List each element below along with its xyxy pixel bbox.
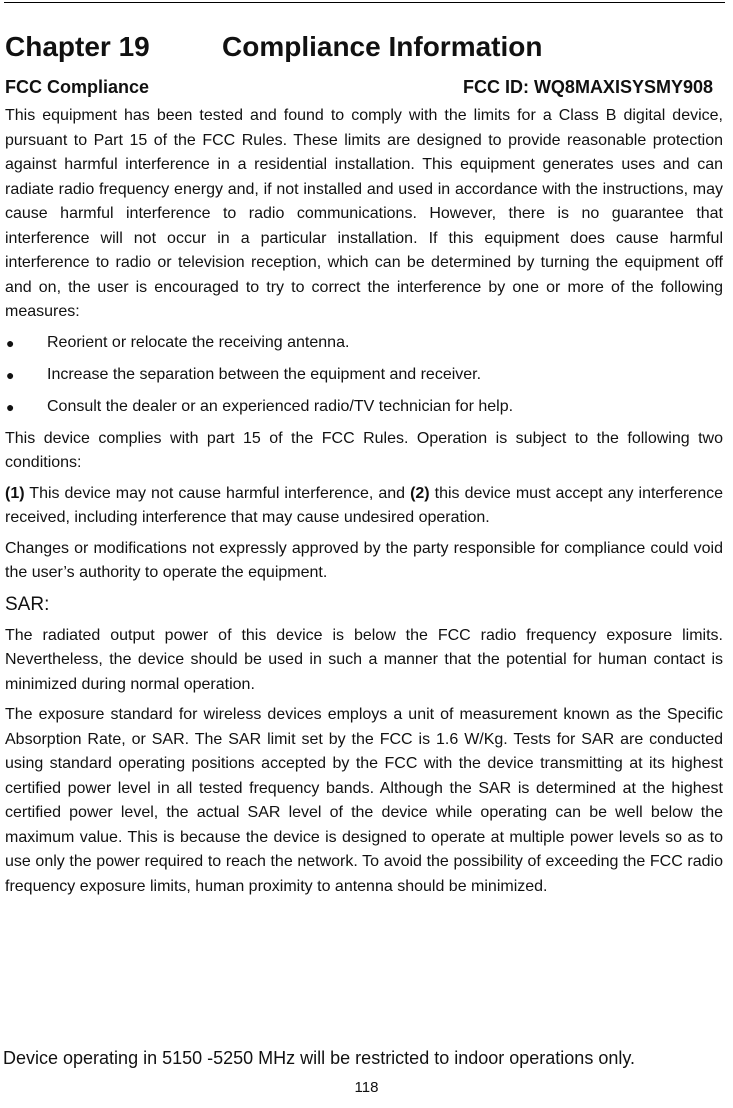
sar-heading: SAR: [5,593,50,615]
condition-2-text: this device must accept any interference received, including interference that may cause undesired operation. [5,484,724,526]
bullet-icon: ● [6,366,15,383]
chapter-title: Compliance Information [222,31,543,62]
fcc-compliance-heading: FCC Compliance [5,77,150,97]
chapter-heading [5,30,723,64]
paragraph-conditions [5,482,723,531]
bullet-icon: ● [6,334,15,351]
paragraph-part15: This device complies with part 15 of the FCC Rules. Operation is subject to the following two conditions: [5,429,723,471]
paragraph-fcc-intro: This equipment has been tested and found to comply with the limits for a Class B digital device, pursuant to Part 15 of the FCC Rules. These limits are designed to provide reasonable protection against harmful interference in a residential installation. This equipment generates uses and can radiate radio frequency energy and, if not installed and used in accordance with the instructions, may cause harmful interference to radio communications. However, there is no guarantee that interference will not occur in a particular installation. If this equipment does cause harmful interference to radio or television reception, which can be determined by turning the equipment off and on, the user is encouraged to try to correct the interference by one or more of the following measures: [5,107,723,320]
list-item [5,331,723,355]
list-item [5,363,723,387]
chapter-number: Chapter 19 [5,31,150,62]
list-item-text: Reorient or relocate the receiving antenna. [47,333,350,351]
list-item-text: Consult the dealer or an experienced radio/TV technician for help. [47,397,514,415]
condition-1-label: (1) [5,484,25,502]
page-number: 118 [354,1079,379,1096]
page-content [5,30,723,905]
list-item [5,395,723,419]
fcc-heading-row [5,74,723,100]
bullet-icon: ● [6,398,15,415]
list-item-text: Increase the separation between the equipment and receiver. [47,365,482,383]
paragraph-sar-standard: The exposure standard for wireless devices employs a unit of measurement known as the Specific Absorption Rate, or SAR. The SAR limit set by the FCC is 1.6 W/Kg. Tests for SAR are conducted using standard operating positions accepted by the FCC with the device transmitting at its highest certified power level in all tested frequency bands. Although the SAR is determined at the highest certified power level, the actual SAR level of the device while operating can be well below the maximum value. This is because the device is designed to operate at multiple power levels so as to use only the power required to reach the network. To avoid the possibility of exceeding the FCC radio frequency exposure limits, human proximity to antenna should be minimized. [5,706,723,895]
top-rule [4,2,725,3]
condition-1-text: This device may not cause harmful interference, and [24,484,411,502]
condition-2-label: (2) [410,484,430,502]
fcc-id: FCC ID: WQ8MAXISYSMY908 [462,77,713,97]
paragraph-sar-intro: The radiated output power of this device is below the FCC radio frequency exposure limits. Nevertheless, the device should be used in such a manner that the potential for human contact is minimized during normal operation. [5,626,723,693]
indoor-operation-note: Device operating in 5150 -5250 MHz will be restricted to indoor operations only. [3,1048,636,1068]
measures-list [5,331,723,419]
paragraph-modifications: Changes or modifications not expressly approved by the party responsible for compliance could void the user’s authority to operate the equipment. [5,539,723,581]
